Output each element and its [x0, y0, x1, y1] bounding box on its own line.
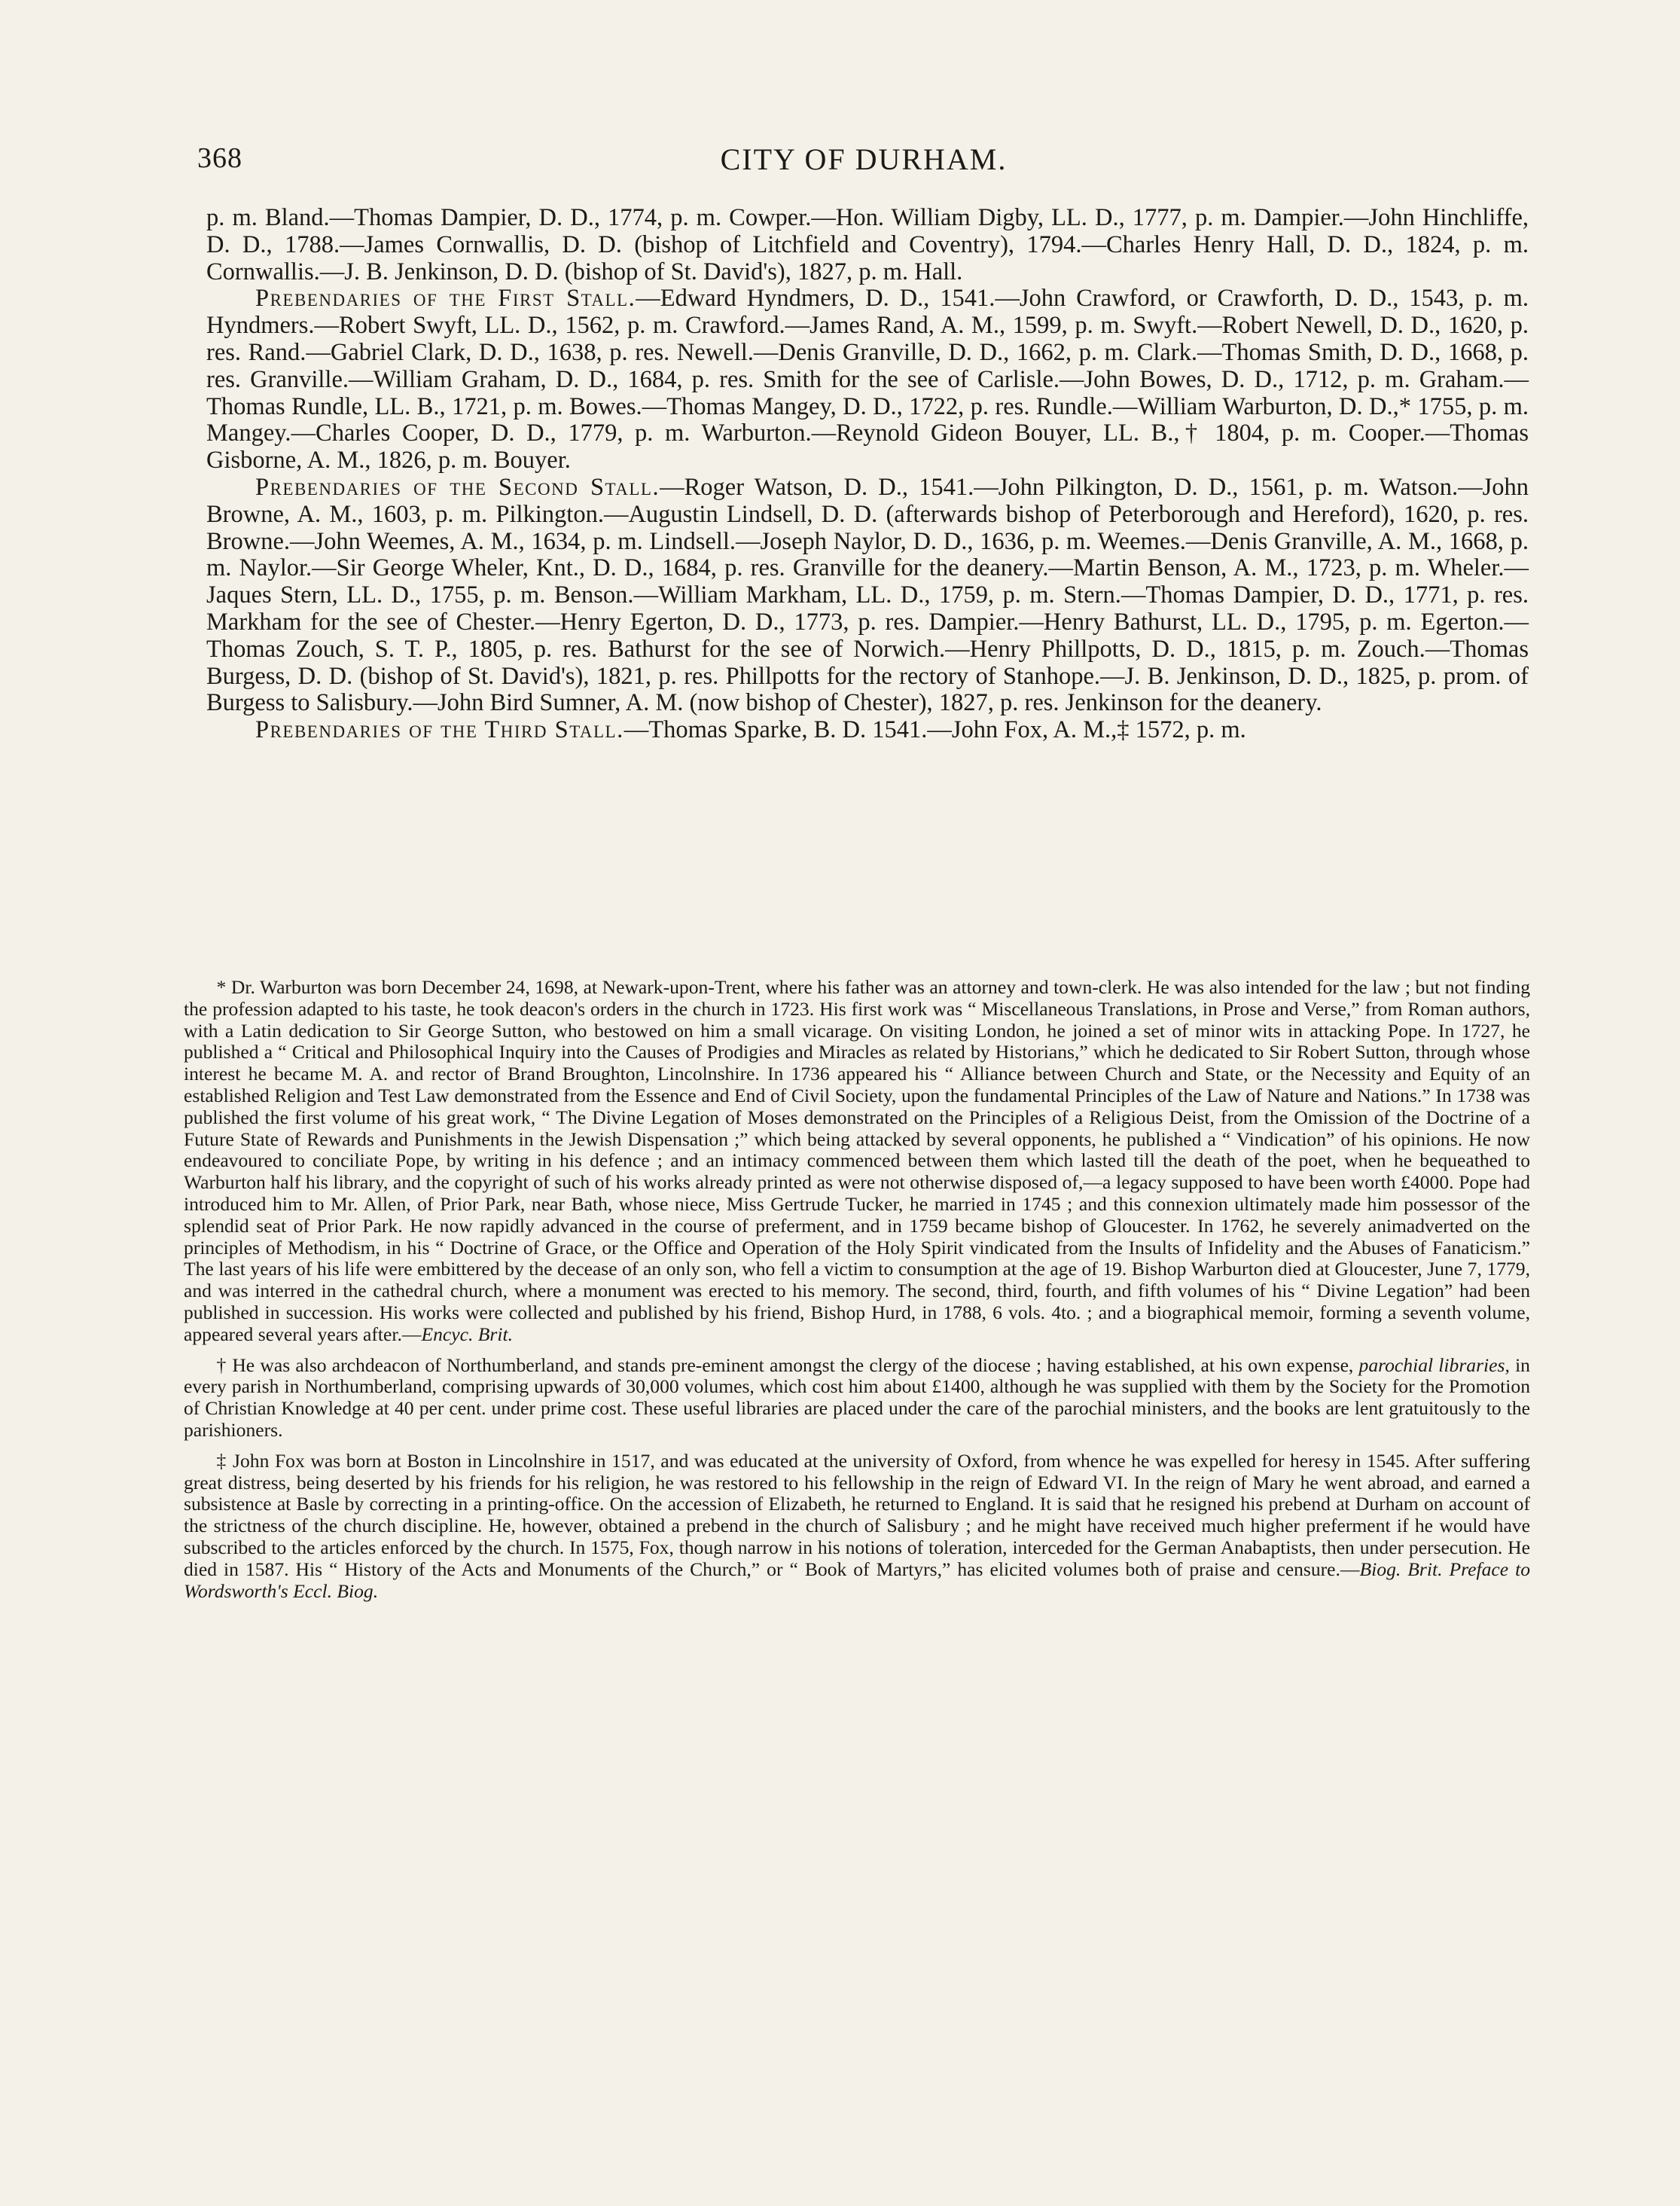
footnote-text: * Dr. Warburton was born December 24, 1698, at Newark-upon-Trent, where his father was an attorney and town-clerk. He was also intended for the law ; but not finding the profession adapted to his taste, he took deacon's orders in the church in 1723. His first work was “ Miscellaneous Translations, in Prose and Verse,” from Roman authors, with a Latin dedication to Sir George Sutton, who bestowed on him a small vicarage. On visiting London, he joined a set of minor wits in attacking Pope. In 1727, he published a “ Critical and Philosophical Inquiry into the Causes of Prodigies and Miracles as related by Historians,” which he dedicated to Sir Robert Sutton, through whose interest he became M. A. and rector of Brand Broughton, Lincolnshire. In 1736 appeared his “ Alliance between Church and State, or the Necessity and Equity of an established Religion and Test Law demonstrated from the Essence and End of Civil Society, upon the fundamental Principles of the Law of Nature and Nations.” In 1738 was published the first volume of his great work, “ The Divine Legation of Moses demonstrated on the Principles of a Religious Deist, from the Omission of the Doctrine of a Future State of Rewards and Punishments in the Jewish Dispensation ;” which being attacked by several opponents, he published a “ Vindication” of his opinions. He now endeavoured to conciliate Pope, by writing in his defence ; and an intimacy commenced between them which lasted till the death of the poet, when he bequeathed to Warburton half his library, and the copyright of such of his works already printed as were not otherwise disposed of,—a legacy supposed to have been worth £4000. Pope had introduced him to Mr. Allen, of Prior Park, near Bath, whose niece, Miss Gertrude Tucker, he married in 1745 ; and this connexion ultimately made him possessor of the splendid seat of Prior Park. He now rapidly advanced in the course of preferment, and in 1759 became bishop of Gloucester. In 1762, he severely animadverted on the principles of Methodism, in his “ Doctrine of Grace, or the Office and Operation of the Holy Spirit vindicated from the Insults of Infidelity and the Abuses of Fanaticism.” The last years of his life were embittered by the decease of an only son, who fell a victim to consumption at the age of 19. Bishop Warburton died at Gloucester, June 7, 1779, and was interred in the cathedral church, where a monument was erected to his memory. The second, third, fourth, and fifth volumes of his “ Divine Legation” had been published in succession. His works were collected and published by his friend, Bishop Hurd, in 1788, 6 vols. 4to. ; and a biographical memoir, forming a seventh volume, appeared several years after.— — [184, 976, 1530, 1345]
paragraph-text: —Edward Hyndmers, D. D., 1541.—John Crawford, or Crawforth, D. D., 1543, p. m. Hyndmers.—Robert Swyft, LL. D., 1562, p. m. Crawford.—James Rand, A. M., 1599, p. m. Swyft.—Robert Newell, D. D., 1620, p. res. Rand.—Gabriel Clark, D. D., 1638, p. res. Newell.—Denis Granville, D. D., 1662, p. m. Clark.—Thomas Smith, D. D., 1668, p. res. Granville.—William Graham, D. D., 1684, p. res. Smith for the see of Carlisle.—John Bowes, D. D., 1712, p. m. Graham.—Thomas Rundle, LL. B., 1721, p. m. Bowes.—Thomas Mangey, D. D., 1722, p. res. Rundle.—William Warburton, D. D.,* 1755, p. m. Mangey.—Charles Cooper, D. D., 1779, p. m. Warburton.—Reynold Gideon Bouyer, LL. B.,† 1804, p. m. Cooper.—Thomas Gisborne, A. M., 1826, p. m. Bouyer. — [206, 285, 1529, 474]
running-title: CITY OF DURHAM. — [720, 142, 1008, 176]
footnote-source: Biog. Brit. Preface to Wordsworth's Eccl. Biog. — [184, 1558, 1530, 1602]
footnote-warburton — [184, 977, 1530, 1346]
page-number: 368 — [197, 142, 242, 174]
paragraph-text: —Thomas Sparke, B. D. 1541.—John Fox, A. M.,‡ 1572, p. m. — [624, 716, 1246, 744]
paragraph-text: —Roger Watson, D. D., 1541.—John Pilkington, D. D., 1561, p. m. Watson.—John Browne, A. M., 1603, p. m. Pilkington.—Augustin Lindsell, D. D. (afterwards bishop of Peterborough and Hereford), 1620, p. res. Browne.—John Weemes, A. M., 1634, p. m. Lindsell.—Joseph Naylor, D. D., 1636, p. m. Weemes.—Denis Granville, A. M., 1668, p. m. Naylor.—Sir George Wheler, Knt., D. D., 1684, p. res. Granville for the deanery.—Martin Benson, A. M., 1723, p. m. Wheler.—Jaques Stern, LL. D., 1755, p. m. Benson.—William Markham, LL. D., 1759, p. m. Stern.—Thomas Dampier, D. D., 1771, p. res. Markham for the see of Chester.—Henry Egerton, D. D., 1773, p. res. Dampier.—Henry Bathurst, LL. D., 1795, p. m. Egerton.—Thomas Zouch, S. T. P., 1805, p. res. Bathurst for the see of Norwich.—Henry Phillpotts, D. D., 1815, p. m. Zouch.—Thomas Burgess, D. D. (bishop of St. David's), 1821, p. res. Phillpotts for the rectory of Stanhope.—J. B. Jenkinson, D. D., 1825, p. prom. of Burgess to Salisbury.—John Bird Sumner, A. M. (now bishop of Chester), 1827, p. res. Jenkinson for the deanery. — [206, 473, 1529, 717]
footnote-bouyer — [184, 1355, 1530, 1442]
section-heading: Prebendaries of the Second Stall. — [255, 473, 660, 501]
paragraph-text: p. m. Bland.—Thomas Dampier, D. D., 1774, p. m. Cowper.—Hon. William Digby, LL. D., 1777, p. m. Dampier.—John Hinchliffe, D. D., 1788.—James Cornwallis, D. D. (bishop of Litchfield and Coventry), 1794.—Charles Henry Hall, D. D., 1824, p. m. Cornwallis.—J. B. Jenkinson, D. D. (bishop of St. David's), 1827, p. m. Hall. — [206, 204, 1529, 285]
section-heading: Prebendaries of the Third Stall. — [255, 716, 624, 744]
footnote-text: ‡ John Fox was born at Boston in Lincolnshire in 1517, and was educated at the university of Oxford, from whence he was expelled for heresy in 1545. After suffering great distress, being deserted by his friends for his religion, he was restored to his fellowship in the reign of Edward VI. In the reign of Mary he went abroad, and earned a subsistence at Basle by correcting in a printing-office. On the accession of Elizabeth, he returned to England. It is said that he resigned his prebend at Durham on account of the strictness of the church discipline. He, however, obtained a prebend in the church of Salisbury ; and he might have received much higher preferment if he would have subscribed to the articles enforced by the church. In 1575, Fox, though narrow in his notions of toleration, interceded for the German Anabaptists, then under persecution. He died in 1587. His “ History of the Acts and Monuments of the Church,” or “ Book of Martyrs,” has elicited volumes both of praise and censure.— — [184, 1449, 1530, 1580]
paragraph-third-stall — [206, 717, 1529, 744]
footnote-text: in every parish in Northumberland, comprising upwards of 30,000 volumes, which cost him about £1400, although he was supplied with them by the Society for the Promotion of Christian Knowledge at 40 per cent. under prime cost. These useful libraries are placed under the care of the parochial ministers, and the books are lent gratuitously to the parishioners. — [184, 1353, 1530, 1441]
paragraph-second-stall — [206, 474, 1529, 717]
section-heading: Prebendaries of the First Stall. — [255, 285, 636, 313]
footnote-text: † He was also archdeacon of Northumberland, and stands pre-eminent amongst the clergy of the diocese ; having established, at his own expense, — [216, 1353, 1359, 1376]
paragraph-first-stall — [206, 285, 1529, 474]
footnotes — [184, 977, 1530, 1611]
paragraph-deans-continued — [206, 205, 1529, 285]
page-header — [197, 142, 1530, 187]
footnote-emphasis: parochial libraries, — [1358, 1353, 1510, 1376]
footnote-source: Encyc. Brit. — [421, 1323, 514, 1345]
footnote-fox — [184, 1451, 1530, 1603]
main-text — [206, 205, 1529, 744]
